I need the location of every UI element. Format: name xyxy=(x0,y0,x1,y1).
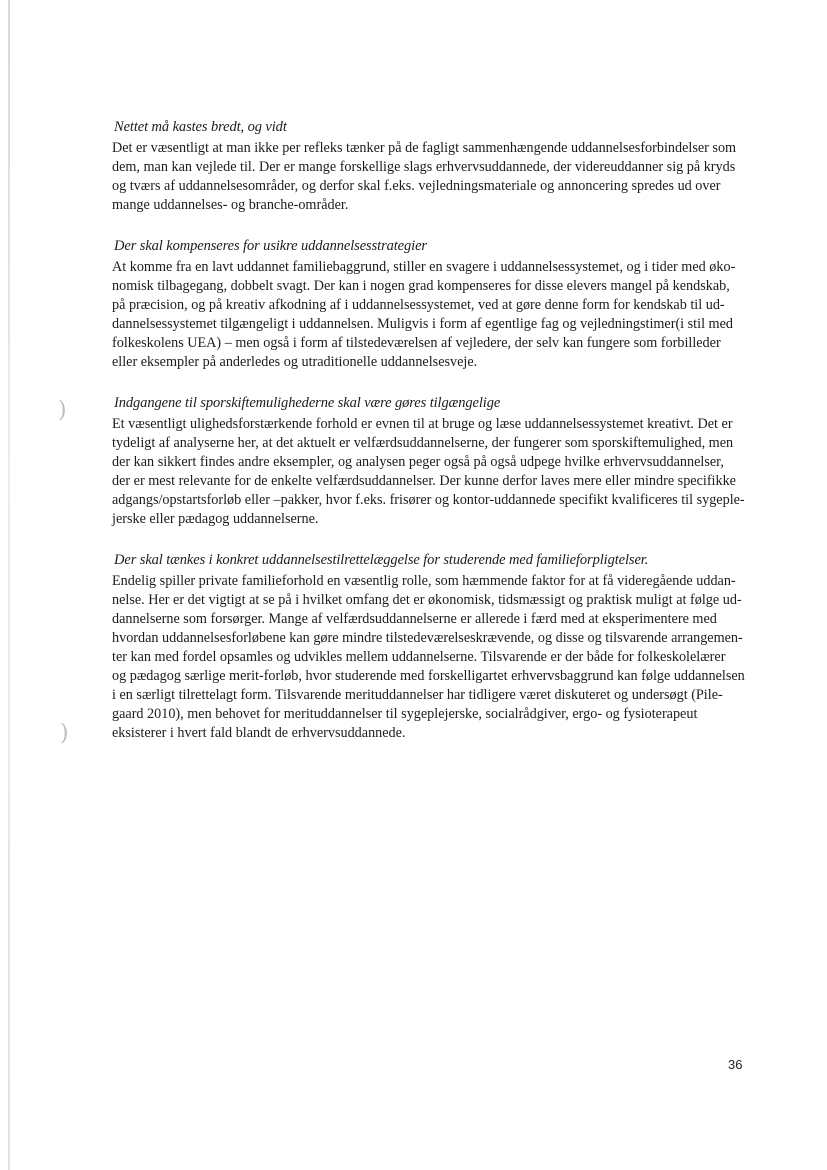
paragraph-line: ter kan med fordel opsamles og udvikles mellem uddannelserne. Tilsvarende er der både for folkeskolelærer xyxy=(112,649,726,665)
paragraph-line: der er mest relevante for de enkelte velfærdsuddannelser. Der kunne derfor laves mere eller mindre specifikke xyxy=(112,473,736,489)
page-body xyxy=(112,118,752,765)
section-heading: Indgangene til sporskiftemulighederne skal være gøres tilgængelige xyxy=(114,395,501,411)
paragraph-line: dannelserne som forsørger. Mange af velfærdsuddannelserne er allerede i færd med at eksperimentere med xyxy=(112,611,717,627)
scan-edge xyxy=(8,0,10,1170)
text-section xyxy=(112,237,752,372)
paragraph-line: dannelsessystemet tilgængeligt i uddannelsen. Muligvis i form af egentlige fag og vejledningstimer(i stil med xyxy=(112,316,733,332)
text-section xyxy=(112,551,752,743)
section-paragraph xyxy=(112,572,752,743)
paragraph-line: nelse. Her er det vigtigt at se på i hvilket omfang det er økonomisk, tidsmæssigt og praktisk muligt at følge ud- xyxy=(112,592,742,608)
paragraph-line: eksisterer i hvert fald blandt de erhvervsuddannede. xyxy=(112,725,406,741)
section-heading: Nettet må kastes bredt, og vidt xyxy=(114,119,287,135)
section-heading: Der skal tænkes i konkret uddannelsestilrettelæggelse for studerende med familieforpligtelser. xyxy=(114,552,649,568)
paragraph-line: og tværs af uddannelsesområder, og derfor skal f.eks. vejledningsmateriale og annoncering spredes ud over xyxy=(112,178,721,194)
paragraph-line: og pædagog særlige merit-forløb, hvor studerende med forskelligartet erhvervsbaggrund kan følge uddannelsen xyxy=(112,668,745,684)
section-paragraph xyxy=(112,258,752,372)
margin-mark: ) xyxy=(58,398,67,423)
paragraph-line: mange uddannelses- og branche-områder. xyxy=(112,197,349,213)
paragraph-line: Det er væsentligt at man ikke per refleks tænker på de fagligt sammenhængende uddannelsesforbindelser som xyxy=(112,140,737,156)
paragraph-line: Et væsentligt ulighedsforstærkende forhold er evnen til at bruge og læse uddannelsessystemet kreativt. Det er xyxy=(112,416,733,432)
paragraph-line: At komme fra en lavt uddannet familiebaggrund, stiller en svagere i uddannelsessystemet, og i tider med øko- xyxy=(112,259,736,275)
text-section xyxy=(112,118,752,215)
paragraph-line: tydeligt af analyserne her, at det aktuelt er velfærdsuddannelserne, der fungerer som sporskiftemulighed, men xyxy=(112,435,734,451)
paragraph-line: Endelig spiller private familieforhold en væsentlig rolle, som hæmmende faktor for at få videregående uddan- xyxy=(112,573,736,589)
paragraph-line: eller eksempler på anderledes og utraditionelle uddannelsesveje. xyxy=(112,354,478,370)
section-heading: Der skal kompenseres for usikre uddannelsesstrategier xyxy=(114,238,427,254)
paragraph-line: adgangs/opstartsforløb eller –pakker, hvor f.eks. frisører og kontor-uddannede specifikt kvalificeres til sygeple- xyxy=(112,492,745,508)
margin-mark: ) xyxy=(60,721,69,746)
section-paragraph xyxy=(112,415,752,529)
text-section xyxy=(112,394,752,529)
paragraph-line: jerske eller pædagog uddannelserne. xyxy=(112,511,319,527)
page-number: 36 xyxy=(728,1057,743,1072)
paragraph-line: gaard 2010), men behovet for merituddannelser til sygeplejerske, socialrådgiver, ergo- og fysioterapeut xyxy=(112,706,698,722)
paragraph-line: dem, man kan vejlede til. Der er mange forskellige slags erhvervsuddannede, der videreuddanner sig på kryds xyxy=(112,159,736,175)
paragraph-line: på præcision, og på kreativ afkodning af i uddannelsessystemet, ved at gøre denne form for kendskab til ud- xyxy=(112,297,725,313)
paragraph-line: folkeskolens UEA) – men også i form af tilstedeværelsen af vejledere, der selv kan fungere som forbilleder xyxy=(112,335,721,351)
paragraph-line: nomisk tilbagegang, dobbelt svagt. Der kan i nogen grad kompenseres for disse elevers mangel på kendskab, xyxy=(112,278,730,294)
paragraph-line: i en særligt tilrettelagt form. Tilsvarende merituddannelser har tidligere været diskuteret og undersøgt (Pile- xyxy=(112,687,723,703)
paragraph-line: hvordan uddannelsesforløbene kan gøre mindre tilstedeværelseskrævende, og disse og tilsvarende arrangemen- xyxy=(112,630,743,646)
section-paragraph xyxy=(112,139,752,215)
paragraph-line: der kan sikkert findes andre eksempler, og analysen peger også på også udpege hvilke erhvervsuddannelser, xyxy=(112,454,724,470)
